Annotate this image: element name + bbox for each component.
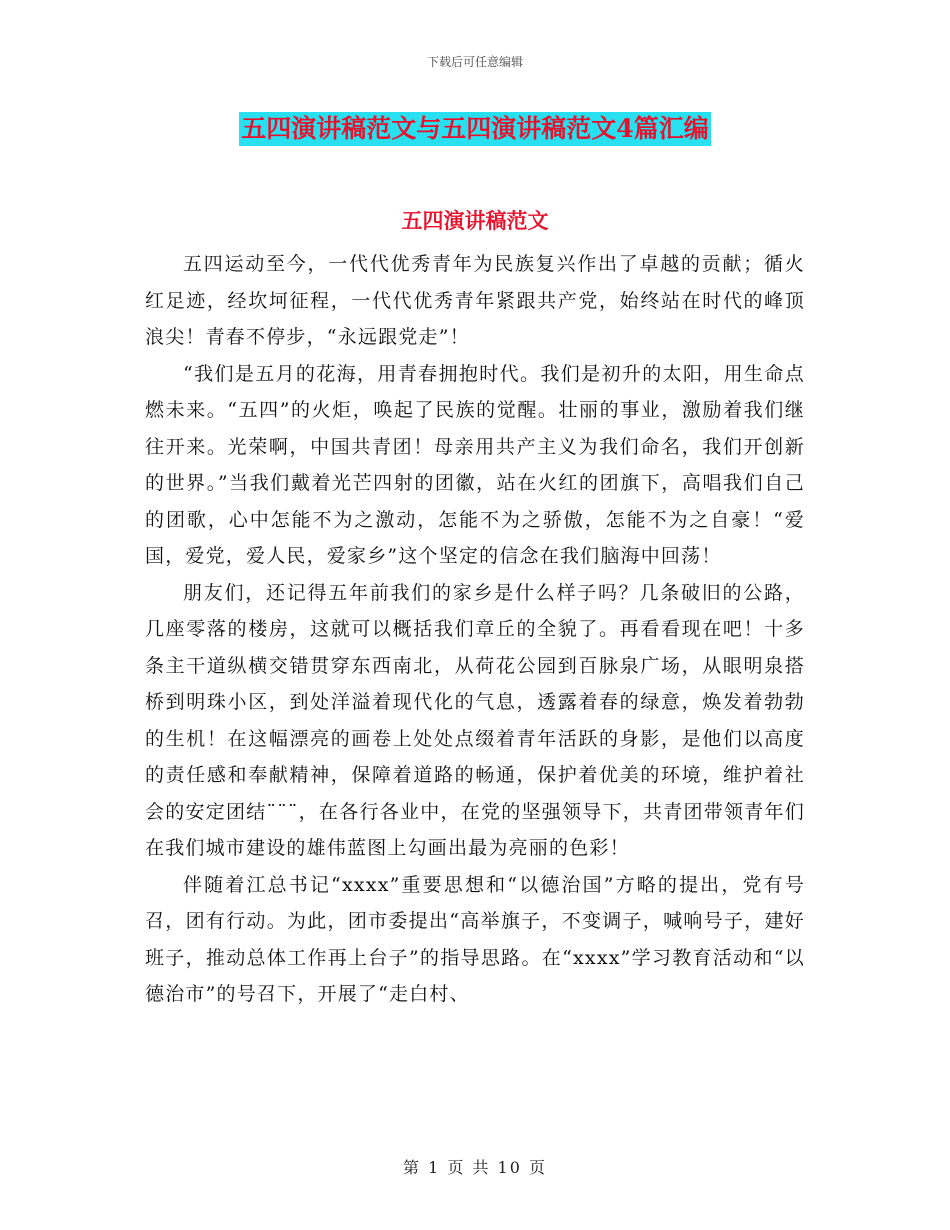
paragraph-4: 伴随着江总书记“xxxx”重要思想和“以德治国”方略的提出，党有号召，团有行动。为此，团市委提出“高举旗子，不变调子，喊响号子，建好班子，推动总体工作再上台子”的指导思路。在“xxxx”学习教育活动和“以德治市”的号召下，开展了“走白村、 [145, 873, 805, 1005]
section-title: 五四演讲稿范文 [401, 208, 549, 233]
paragraph-1: 五四运动至今，一代代优秀青年为民族复兴作出了卓越的贡献；循火红足迹，经坎坷征程，一代代优秀青年紧跟共产党，始终站在时代的峰顶浪尖！青春不停步，“永远跟党走”！ [145, 253, 805, 348]
body-text [145, 246, 805, 1013]
page-footer: 第 1 页 共 10 页 [403, 1158, 547, 1177]
header-note: 下载后可任意编辑 [426, 55, 523, 69]
main-title-container [0, 112, 950, 146]
main-title: 五四演讲稿范文与五四演讲稿范文4篇汇编 [239, 112, 710, 146]
paragraph-2: “我们是五月的花海，用青春拥抱时代。我们是初升的太阳，用生命点燃未来。“五四”的火炬，唤起了民族的觉醒。壮丽的事业，激励着我们继往开来。光荣啊，中国共青团！母亲用共产主义为我们命名，我们开创新的世界。”当我们戴着光芒四射的团徽，站在火红的团旗下，高唱我们自己的团歌，心中怎能不为之激动，怎能不为之骄傲，怎能不为之自豪！“爱国，爱党，爱人民，爱家乡”这个坚定的信念在我们脑海中回荡！ [145, 362, 805, 567]
paragraph-3: 朋友们，还记得五年前我们的家乡是什么样子吗？几条破旧的公路，几座零落的楼房，这就可以概括我们章丘的全貌了。再看看现在吧！十多条主干道纵横交错贯穿东西南北，从荷花公园到百脉泉广场，从眼明泉搭桥到明珠小区，到处洋溢着现代化的气息，透露着春的绿意，焕发着勃勃的生机！在这幅漂亮的画卷上处处点缀着青年活跃的身影，是他们以高度的责任感和奉献精神，保障着道路的畅通，保护着优美的环境，维护着社会的安定团结¨¨¨，在各行各业中，在党的坚强领导下，共青团带领青年们在我们城市建设的雄伟蓝图上勾画出最为亮丽的色彩！ [145, 581, 805, 859]
